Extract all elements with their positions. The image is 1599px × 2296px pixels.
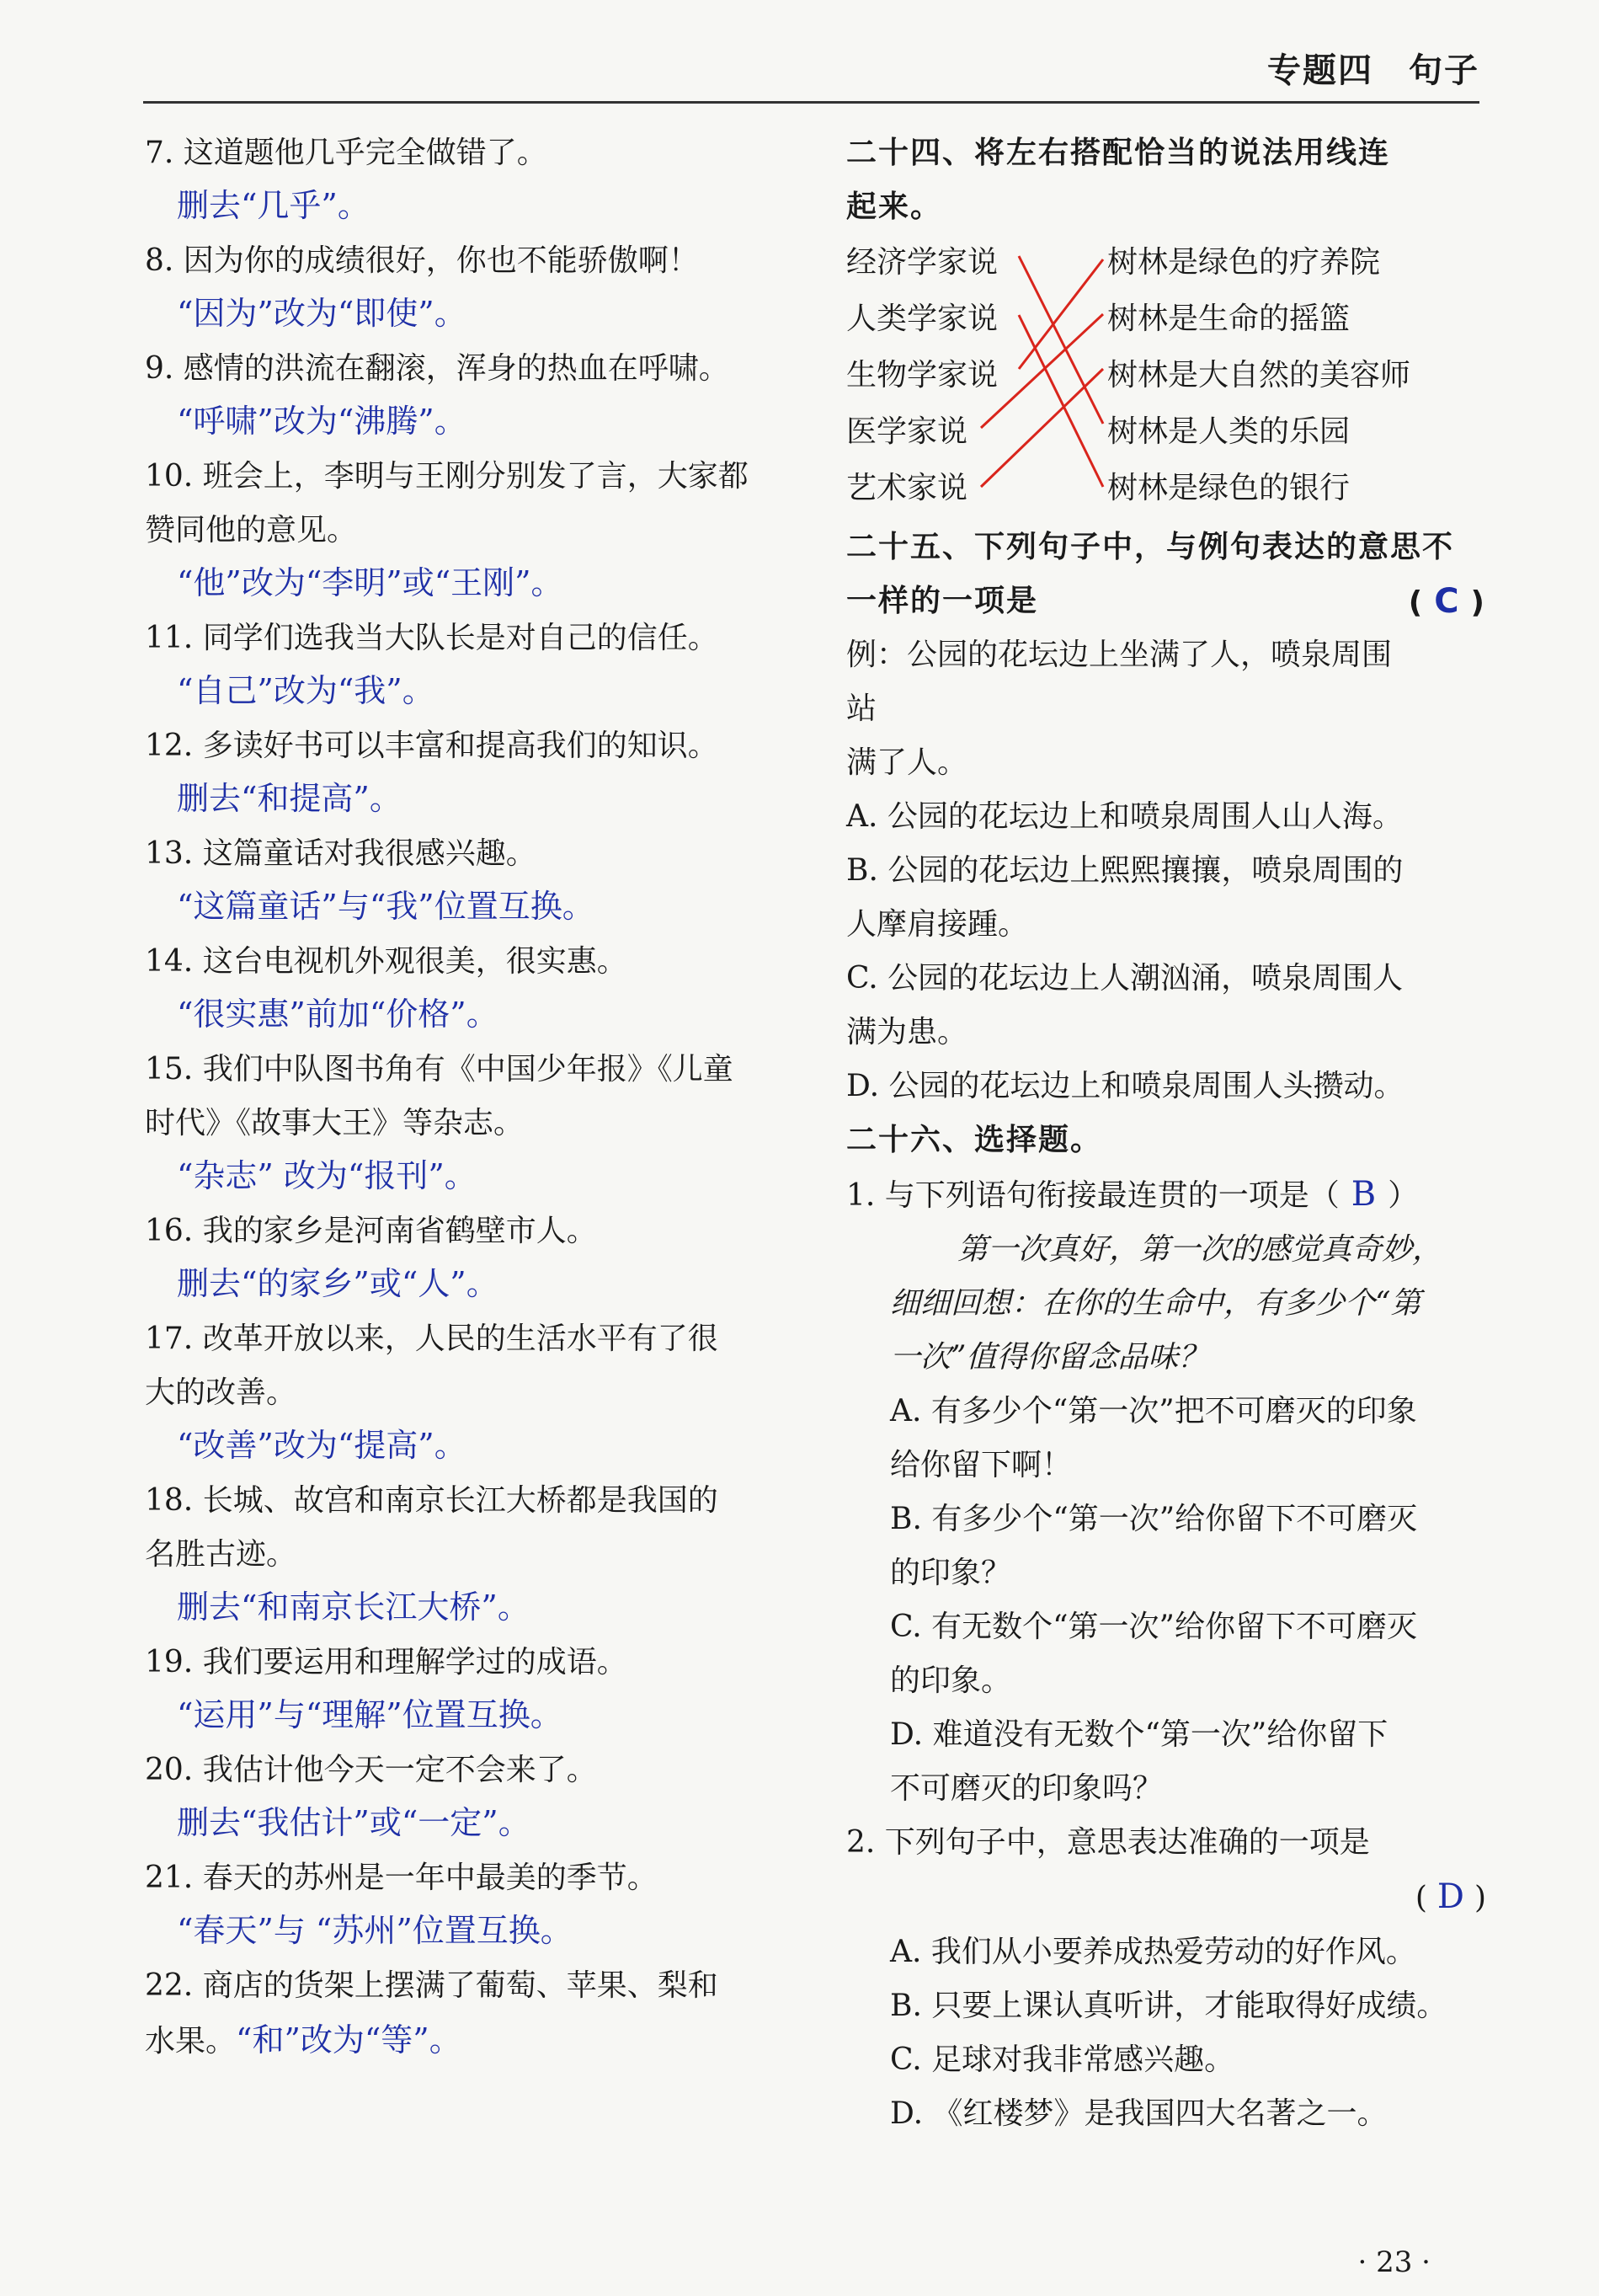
answer-text: “改善”改为“提高”。 — [177, 1427, 466, 1464]
option-d: D. 公园的花坛边上和喷泉周围人头攒动。 — [846, 1069, 1404, 1103]
question-text: 8. 因为你的成绩很好，你也不能骄傲啊！ — [145, 243, 699, 278]
answer-text: “因为”改为“即使”。 — [177, 295, 466, 332]
answer-text: 删去“的家乡”或“人”。 — [177, 1265, 498, 1302]
option-a: A. 公园的花坛边上和喷泉周围人山人海。 — [846, 799, 1403, 834]
item-13 — [145, 827, 793, 933]
item-10 — [145, 450, 793, 610]
item-14 — [145, 935, 793, 1041]
matching-exercise — [846, 234, 1486, 521]
option-c: C. 公园的花坛边上人潮汹涌，喷泉周围人 — [846, 961, 1404, 996]
option-b: B. 公园的花坛边上熙熙攘攘，喷泉周围的 — [846, 853, 1404, 888]
match-left-item: 人类学家说 — [846, 302, 999, 336]
question-text: 22. 商店的货架上摆满了葡萄、苹果、梨和 — [145, 1968, 718, 2003]
section-24-title: 二十四、将左右搭配恰当的说法用线连 — [846, 136, 1391, 170]
page-header — [143, 34, 1479, 104]
item-20 — [145, 1743, 793, 1850]
question-text: 13. 这篇童话对我很感兴趣。 — [145, 836, 536, 871]
answer-text: “春天”与 “苏州”位置互换。 — [177, 1912, 573, 1949]
right-column — [846, 126, 1486, 2141]
item-22 — [145, 1959, 793, 2069]
answer-bracket: ( C ) — [1408, 582, 1486, 621]
question-text: 17. 改革开放以来，人民的生活水平有了很 — [145, 1322, 718, 1356]
answer-text: “运用”与“理解”位置互换。 — [177, 1696, 562, 1733]
question-2: 2. 下列句子中，意思表达准确的一项是 — [846, 1825, 1370, 1860]
answer-text: 删去“和提高”。 — [177, 780, 402, 817]
question-text: 19. 我们要运用和理解学过的成语。 — [145, 1645, 627, 1679]
question-text: 15. 我们中队图书角有《中国少年报》《儿童 — [145, 1052, 733, 1087]
quote-text-cont: 细细回想：在你的生命中，有多少个“第 — [890, 1286, 1421, 1321]
answer-letter: B — [1351, 1175, 1377, 1214]
question-text: 16. 我的家乡是河南省鹤壁市人。 — [145, 1214, 597, 1248]
answer-text: “和”改为“等”。 — [236, 2021, 461, 2058]
item-11 — [145, 611, 793, 718]
item-12 — [145, 719, 793, 825]
answer-letter: C — [1434, 582, 1461, 621]
answer-text: “很实惠”前加“价格”。 — [177, 996, 498, 1033]
match-left-item: 经济学家说 — [846, 245, 999, 280]
item-18 — [145, 1474, 793, 1634]
match-right-item: 树林是大自然的美容师 — [1107, 358, 1411, 392]
question-text-cont: 赞同他的意见。 — [145, 513, 358, 547]
option-c: C. 有无数个“第一次”给你留下不可磨灭 — [890, 1610, 1417, 1644]
question-text-cont — [145, 2013, 793, 2069]
match-right-item: 树林是绿色的银行 — [1107, 471, 1351, 505]
item-21 — [145, 1851, 793, 1957]
answer-text: 删去“和南京长江大桥”。 — [177, 1589, 530, 1626]
match-left-item: 生物学家说 — [846, 358, 999, 392]
item-8 — [145, 234, 793, 340]
option-b-cont: 人摩肩接踵。 — [846, 907, 1029, 942]
question-text: 10. 班会上，李明与王刚分别发了言，大家都 — [145, 459, 749, 494]
answer-text: “杂志” 改为“报刊”。 — [177, 1157, 477, 1194]
question-1 — [846, 1167, 1486, 1223]
answer-text: “他”改为“李明”或“王刚”。 — [177, 564, 563, 601]
option-c: C. 足球对我非常感兴趣。 — [890, 2042, 1235, 2077]
answer-text: “这篇童话”与“我”位置互换。 — [177, 888, 594, 925]
item-16 — [145, 1204, 793, 1311]
match-right-item: 树林是绿色的疗养院 — [1107, 245, 1381, 280]
question-text: 12. 多读好书可以丰富和提高我们的知识。 — [145, 729, 718, 763]
question-text: 18. 长城、故宫和南京长江大桥都是我国的 — [145, 1483, 718, 1518]
match-left-item: 医学家说 — [846, 414, 968, 449]
item-17 — [145, 1312, 793, 1472]
match-left-item: 艺术家说 — [846, 471, 968, 505]
option-b: B. 有多少个“第一次”给你留下不可磨灭 — [890, 1502, 1418, 1536]
item-9 — [145, 342, 793, 448]
question-text-cont: 时代》《故事大王》等杂志。 — [145, 1106, 525, 1140]
answer-letter: D — [1436, 1877, 1464, 1916]
question-text: 20. 我估计他今天一定不会来了。 — [145, 1753, 597, 1787]
matching-lines — [846, 234, 1486, 521]
item-19 — [145, 1636, 793, 1742]
chapter-title: 专题四 句子 — [1267, 51, 1479, 90]
section-25-title-tail: 一样的一项是 — [846, 584, 1039, 618]
question-text: 21. 春天的苏州是一年中最美的季节。 — [145, 1861, 658, 1895]
answer-bracket: ( D ) — [1415, 1877, 1486, 1916]
item-15 — [145, 1043, 793, 1203]
option-a-cont: 给你留下啊！ — [890, 1448, 1073, 1482]
left-column — [145, 126, 793, 2070]
question-text: 9. 感情的洪流在翻滚，浑身的热血在呼啸。 — [145, 351, 729, 386]
question-text: 11. 同学们选我当大队长是对自己的信任。 — [145, 621, 718, 655]
question-text-cont: 大的改善。 — [145, 1375, 297, 1410]
section-26-title: 二十六、选择题。 — [846, 1123, 1103, 1157]
option-d: D. 《红楼梦》是我国四大名著之一。 — [890, 2096, 1388, 2131]
example-sentence: 例：公园的花坛边上坐满了人，喷泉周围站 — [846, 638, 1393, 726]
option-c-cont: 满为患。 — [846, 1015, 968, 1049]
option-c-cont: 的印象。 — [890, 1663, 1012, 1698]
section-24-title-cont: 起来。 — [846, 190, 943, 224]
quote-text-cont: 一次”值得你留念品味？ — [890, 1340, 1209, 1375]
match-right-item: 树林是生命的摇篮 — [1107, 302, 1351, 336]
option-d: D. 难道没有无数个“第一次”给你留下 — [890, 1717, 1388, 1752]
match-line — [981, 314, 1103, 428]
option-b-cont: 的印象？ — [890, 1556, 1012, 1590]
option-a: A. 有多少个“第一次”把不可磨灭的印象 — [890, 1394, 1417, 1428]
answer-text: 删去“我估计”或“一定”。 — [177, 1804, 530, 1841]
answer-text: 删去“几乎”。 — [177, 187, 370, 224]
section-25-title-cont — [846, 574, 1486, 628]
question-1-text: 1. 与下列语句衔接最连贯的一项是（ — [846, 1178, 1340, 1213]
section-25-title: 二十五、下列句子中，与例句表达的意思不 — [846, 530, 1455, 564]
match-line — [981, 369, 1103, 487]
page-number: · 23 · — [1357, 2245, 1431, 2279]
question-text: 7. 这道题他几乎完全做错了。 — [145, 136, 547, 170]
example-sentence-cont: 满了人。 — [846, 745, 968, 780]
question-text-cont: 名胜古迹。 — [145, 1537, 297, 1572]
quote-text: 第一次真好，第一次的感觉真奇妙， — [957, 1232, 1443, 1267]
answer-text: “自己”改为“我”。 — [177, 672, 434, 709]
bracket-close: ） — [1388, 1178, 1419, 1213]
option-a: A. 我们从小要养成热爱劳动的好作风。 — [890, 1935, 1416, 1969]
answer-text: “呼啸”改为“沸腾”。 — [177, 403, 466, 440]
question-text-tail: 水果。 — [145, 2024, 237, 2058]
option-d-cont: 不可磨灭的印象吗？ — [890, 1771, 1164, 1806]
match-right-item: 树林是人类的乐园 — [1107, 414, 1351, 449]
question-text: 14. 这台电视机外观很美，很实惠。 — [145, 944, 627, 979]
option-b: B. 只要上课认真听讲，才能取得好成绩。 — [890, 1989, 1447, 2023]
item-7 — [145, 126, 793, 232]
